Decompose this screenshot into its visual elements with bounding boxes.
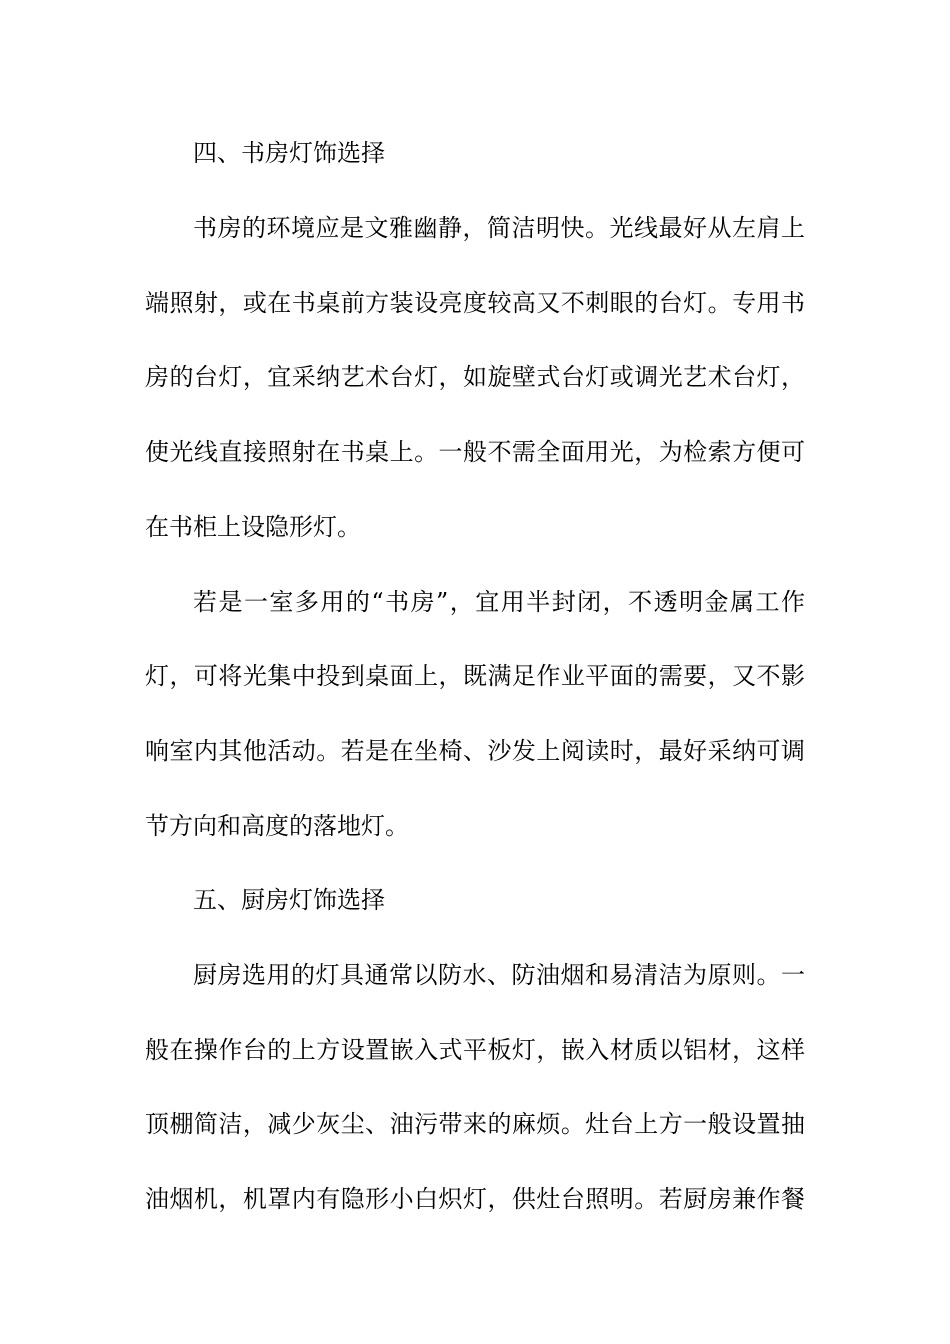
text-line: 响室内其他活动。若是在坐椅、沙发上阅读时，最好采纳可调	[145, 737, 805, 765]
text-line: 顶棚简洁，减少灰尘、油污带来的麻烦。灶台上方一般设置抽	[145, 1110, 805, 1138]
text-line: 灯，可将光集中投到桌面上，既满足作业平面的需要，又不影	[145, 662, 805, 690]
text-line: 若是一室多用的“书房”，宜用半封闭，不透明金属工作	[193, 588, 805, 616]
text-line: 节方向和高度的落地灯。	[145, 812, 409, 840]
section-heading: 五、厨房灯饰选择	[193, 886, 385, 914]
text-line: 房的台灯，宜采纳艺术台灯，如旋壁式台灯或调光艺术台灯，	[145, 363, 805, 391]
text-line: 书房的环境应是文雅幽静，简洁明快。光线最好从左肩上	[193, 214, 805, 242]
text-line: 厨房选用的灯具通常以防水、防油烟和易清洁为原则。一	[193, 961, 805, 989]
text-line: 使光线直接照射在书桌上。一般不需全面用光，为检索方便可	[145, 438, 805, 466]
text-line: 油烟机，机罩内有隐形小白炽灯，供灶台照明。若厨房兼作餐	[145, 1185, 805, 1213]
section-heading: 四、书房灯饰选择	[193, 139, 385, 167]
text-line: 般在操作台的上方设置嵌入式平板灯，嵌入材质以铝材，这样	[145, 1036, 805, 1064]
text-line: 在书柜上设隐形灯。	[145, 513, 361, 541]
text-line: 端照射，或在书桌前方装设亮度较高又不刺眼的台灯。专用书	[145, 289, 805, 317]
